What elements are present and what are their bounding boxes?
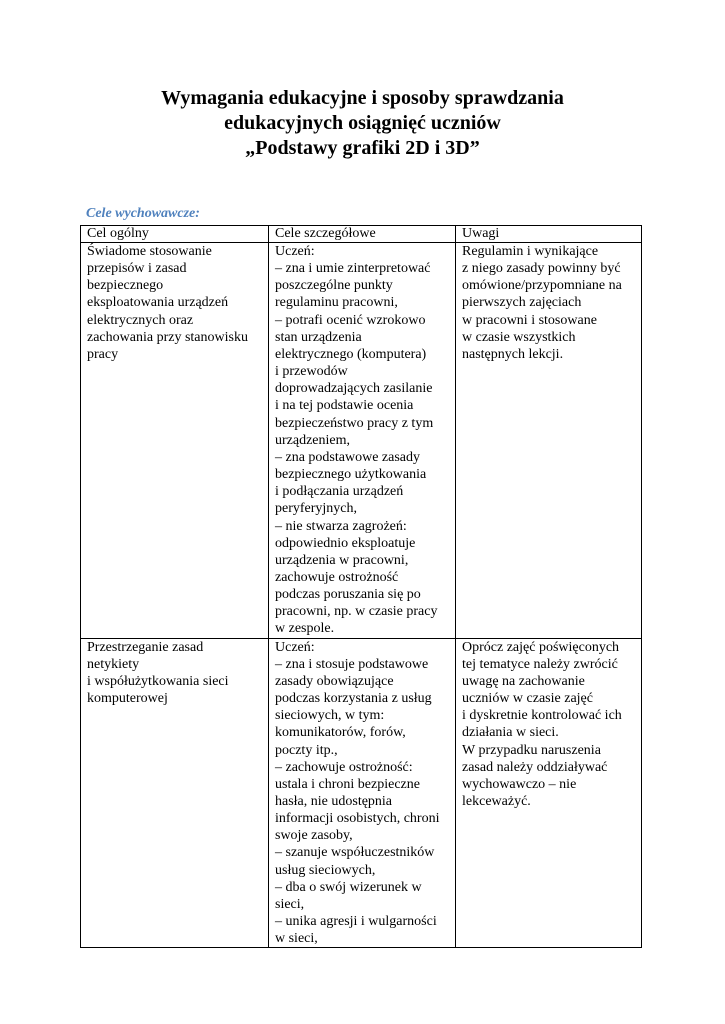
cell-text-line: Regulamin i wynikające [462,244,599,259]
cell-text-line: eksploatowania urządzeń [87,295,229,311]
title-line: edukacyjnych osiągnięć uczniów [224,112,501,134]
cell-text-line: – zachowuje ostrożność: [275,759,413,775]
cell-text-line: Świadome stosowanie [87,244,212,259]
cell-text-line: zachowania przy stanowisku [87,329,248,345]
cell-text-line: bezpiecznego [87,278,164,294]
cell-text-line: omówione/przypomniane na [462,278,622,294]
cell-text-line: poszczególne punkty [275,278,393,294]
cell-text-line: bezpiecznego użytkowania [275,467,427,483]
table-row [81,638,642,948]
cell-text-line: w pracowni i stosowane [462,312,597,328]
cell-text-line: i współużytkowania sieci [87,673,229,689]
cell-text-line: przepisów i zasad [87,261,187,277]
cell-text-line: zachowuje ostrożność [275,569,399,585]
cell-text-line: W przypadku naruszenia [462,742,601,758]
cell-text-line: pracy [87,346,119,362]
cell-text-line: działania w sieci. [462,725,559,741]
cell-text-line: – zna podstawowe zasady [275,449,421,465]
cell-text-line: elektrycznego (komputera) [275,346,427,362]
cell-detailed-goals [269,638,456,948]
cell-text-line: z niego zasady powinny być [462,261,621,277]
cell-text-line: – szanuje współuczestników [275,845,435,861]
cell-text-line: Przestrzeganie zasad [87,639,204,655]
cell-text-line: – nie stwarza zagrożeń: [275,518,407,534]
title-line: Wymagania edukacyjne i sposoby sprawdzania [161,87,564,109]
cell-text-line: sieciowych, w tym: [275,708,385,724]
cell-text-line: regulaminu pracowni, [275,295,398,311]
cell-text-line: zasady obowiązujące [275,673,394,689]
cell-text-line: lekceważyć. [462,794,531,809]
cell-text-line: odpowiednio eksploatuje [275,535,416,551]
cell-text-line: – potrafi ocenić wzrokowo [275,312,426,328]
cell-text-line: urządzeniem, [275,432,351,448]
cell-text-line: netykiety [87,656,140,672]
cell-text-line: w sieci, [275,931,318,947]
cell-text-line: ustala i chroni bezpieczne [275,776,420,792]
cell-text-line: komputerowej [87,691,168,707]
cell-text-line: doprowadzających zasilanie [275,381,433,397]
cell-text-line: pracowni, np. w czasie pracy [275,604,438,620]
cell-text-line: – dba o swój wizerunek w [275,879,422,895]
cell-text-line: podczas korzystania z usług [275,691,432,707]
cell-notes [456,638,642,948]
cell-text-line: Uczeń: [275,639,315,655]
cell-text-line: i na tej podstawie ocenia [275,398,414,414]
document-title [80,86,645,161]
cell-text-line: w czasie wszystkich [462,329,576,345]
cell-text-line: peryferyjnych, [275,501,358,517]
cell-text-line: elektrycznych oraz [87,312,194,328]
cell-notes [456,243,642,639]
cell-text-line: tej tematyce należy zwrócić [462,656,618,672]
cell-text-line: komunikatorów, forów, [275,725,406,741]
cell-text-line: stan urządzenia [275,329,362,345]
cell-text-line: w zespole. [275,621,335,637]
cell-detailed-goals [269,243,456,639]
section-heading: Cele wychowawcze: [86,206,200,221]
cell-text-line: – zna i umie zinterpretować [275,261,431,277]
cell-text-line: podczas poruszania się po [275,587,421,603]
cell-text-line: i przewodów [275,364,348,380]
cell-text-line: – zna i stosuje podstawowe [275,656,429,672]
cell-text-line: pierwszych zajęciach [462,295,582,311]
header-cell-general-goal: Cel ogólny [81,226,269,243]
cell-text-line: i podłączania urządzeń [275,484,404,500]
cell-text-line: informacji osobistych, chroni [275,811,440,827]
header-cell-notes: Uwagi [456,226,642,243]
cell-text-line: Uczeń: [275,244,315,259]
cell-text-line: swoje zasoby, [275,828,353,844]
table-row [81,243,642,639]
cell-text-line: poczty itp., [275,742,338,758]
cell-text-line: uczniów w czasie zajęć [462,691,593,707]
cell-general-goal [81,243,269,639]
cell-general-goal [81,638,269,948]
requirements-table [80,225,642,948]
cell-text-line: bezpieczeństwo pracy z tym [275,415,434,431]
cell-text-line: sieci, [275,896,305,912]
header-cell-detailed-goals: Cele szczegółowe [269,226,456,243]
cell-text-line: Oprócz zajęć poświęconych [462,639,620,655]
cell-text-line: następnych lekcji. [462,346,564,362]
table-header-row [81,226,642,243]
cell-text-line: hasła, nie udostępnia [275,794,393,809]
cell-text-line: i dyskretnie kontrolować ich [462,708,622,724]
cell-text-line: urządzenia w pracowni, [275,552,409,568]
title-line: „Podstawy grafiki 2D i 3D” [245,137,480,159]
cell-text-line: – unika agresji i wulgarności [275,914,437,930]
cell-text-line: wychowawczo – nie [462,776,577,792]
cell-text-line: zasad należy oddziaływać [462,759,608,775]
cell-text-line: uwagę na zachowanie [462,673,585,689]
cell-text-line: usług sieciowych, [275,862,376,878]
